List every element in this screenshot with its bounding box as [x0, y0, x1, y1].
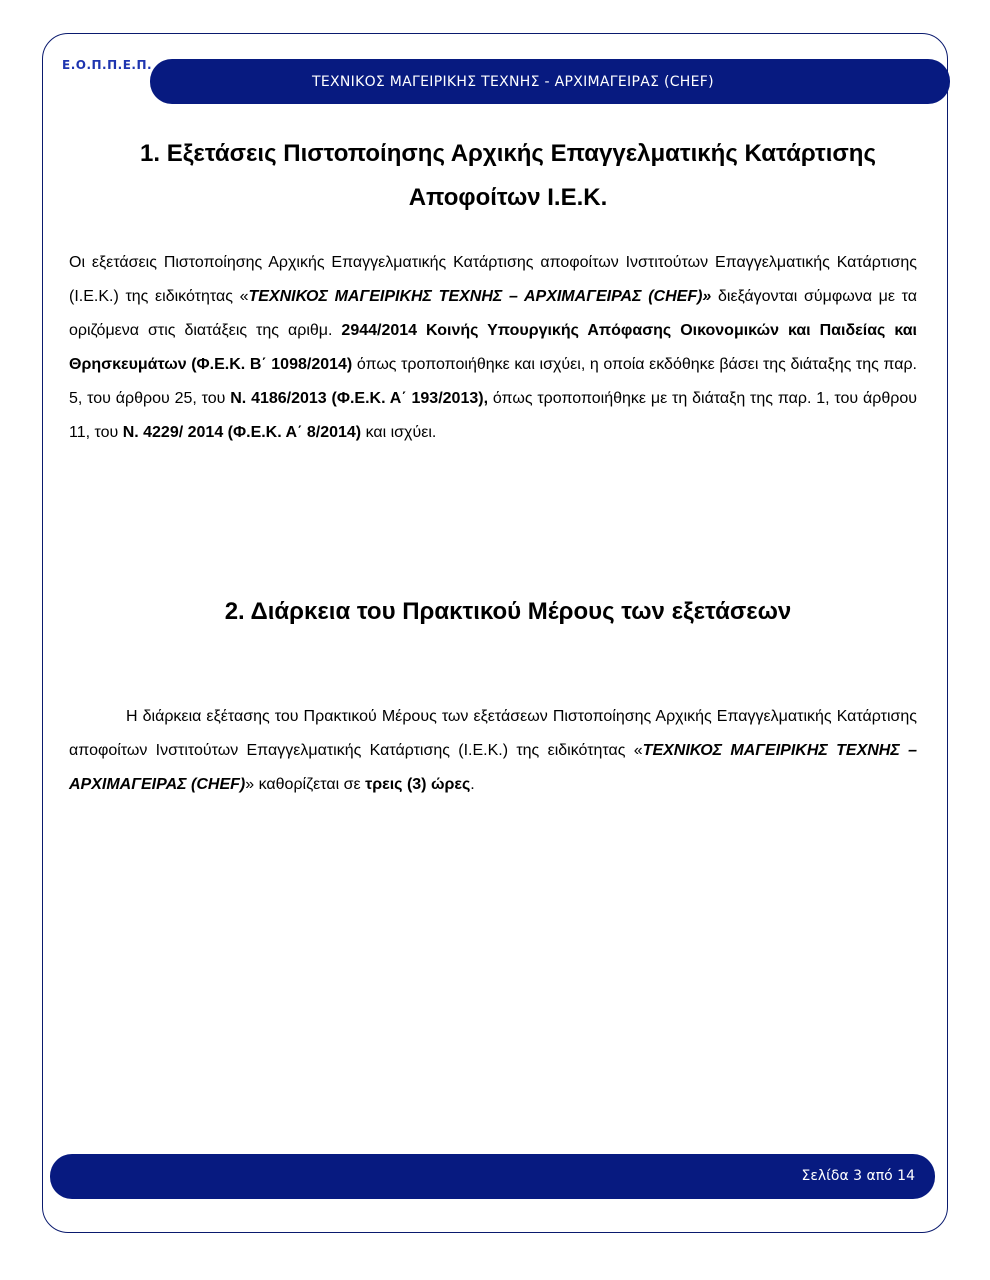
- law-reference: Ν. 4229/ 2014 (Φ.Ε.Κ. Α΄ 8/2014): [122, 424, 362, 441]
- section1-heading-line2: Αποφοίτων Ι.Ε.Κ.: [408, 184, 608, 211]
- section2-heading: 2. Διάρκεια του Πρακτικού Μέρους των εξετάσεων: [224, 598, 792, 625]
- exam-duration: τρεις (3) ώρες: [365, 776, 471, 793]
- text-run: Η διάρκεια εξέτασης του Πρακτικού Μέρους των εξετάσεων Πιστοποίησης Αρχικής Επαγγελματικής Κατάρτισης αποφοίτων Ινστιτούτων Επαγγελματικής Κατάρτισης (Ι.Ε.Κ.) της ειδικότητας «: [69, 708, 917, 759]
- law-reference: Ν. 4186/2013 (Φ.Ε.Κ. Α΄ 193/2013),: [230, 390, 489, 407]
- text-run: και ισχύει.: [361, 424, 437, 441]
- page-number: Σελίδα 3 από 14: [801, 1168, 915, 1184]
- text-run: .: [470, 776, 475, 793]
- text-run: όπως τροποποιήθηκε και ισχύει, η οποία εκδόθηκε βάσει της διάταξης της παρ. 5, του άρθρου 25, του: [69, 356, 918, 407]
- text-run: διεξάγονται σύμφωνα με τα οριζόμενα στις διατάξεις της αριθμ.: [69, 288, 918, 339]
- section2-paragraph: [69, 700, 917, 802]
- text-run: » καθορίζεται σε: [245, 776, 366, 793]
- law-reference: 2944/2014 Κοινής Υπουργικής Απόφασης Οικονομικών και Παιδείας και Θρησκευμάτων (Φ.Ε.Κ. Β΄ 1098/2014): [69, 322, 917, 373]
- header-title: ΤΕΧΝΙΚΟΣ ΜΑΓΕΙΡΙΚΗΣ ΤΕΧΝΗΣ - ΑΡΧΙΜΑΓΕΙΡΑΣ (CHEF): [312, 74, 714, 90]
- specialty-name: ΤΕΧΝΙΚΟΣ ΜΑΓΕΙΡΙΚΗΣ ΤΕΧΝΗΣ – ΑΡΧΙΜΑΓΕΙΡΑΣ (CHEF): [69, 742, 917, 793]
- text-run: όπως τροποποιήθηκε με τη διάταξη της παρ. 1, του άρθρου 11, του: [69, 390, 918, 441]
- section1-heading-line1: 1. Εξετάσεις Πιστοποίησης Αρχικής Επαγγελματικής Κατάρτισης: [140, 140, 876, 167]
- org-logo-text: Ε.Ο.Π.Π.Ε.Π.: [62, 58, 153, 72]
- section1-paragraph: [69, 246, 917, 450]
- specialty-name: ΤΕΧΝΙΚΟΣ ΜΑΓΕΙΡΙΚΗΣ ΤΕΧΝΗΣ – ΑΡΧΙΜΑΓΕΙΡΑΣ (CHEF)»: [248, 288, 712, 305]
- text-run: Οι εξετάσεις Πιστοποίησης Αρχικής Επαγγελματικής Κατάρτισης αποφοίτων Ινστιτούτων Επαγγελματικής Κατάρτισης (Ι.Ε.Κ.) της ειδικότητας «: [69, 254, 917, 305]
- page-frame: [42, 33, 948, 1233]
